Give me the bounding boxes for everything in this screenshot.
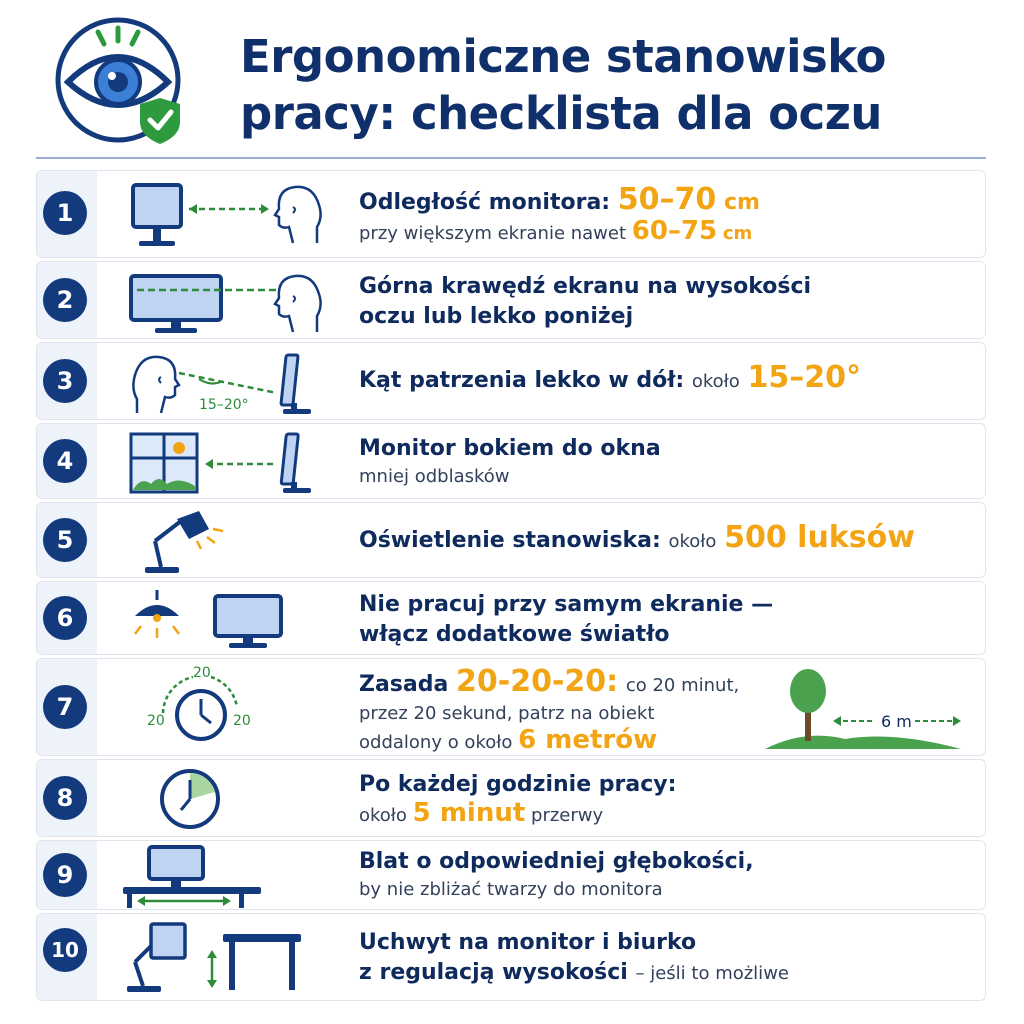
item-number: 3 xyxy=(43,359,87,403)
item-text xyxy=(359,770,676,829)
approx-label: około xyxy=(668,531,717,552)
item-text xyxy=(359,847,754,903)
item-text xyxy=(359,182,760,247)
item-text xyxy=(359,590,773,650)
screen-height-icon xyxy=(127,266,327,336)
angle-label: 15–20° xyxy=(199,397,249,413)
item-number: 10 xyxy=(43,928,87,972)
checklist-item-8 xyxy=(36,759,986,837)
rule-interval: co 20 minut, xyxy=(625,675,740,696)
item-subtitle: mniej odblasków xyxy=(359,466,510,487)
item-title: Zasada xyxy=(359,672,449,697)
item-text xyxy=(359,434,661,490)
tree-icon xyxy=(765,663,965,753)
item-text xyxy=(359,928,789,989)
item-subtitle-line-3: oddalony o około xyxy=(359,732,513,753)
item-text xyxy=(359,520,915,557)
checklist-item-9 xyxy=(36,840,986,910)
item-number: 2 xyxy=(43,278,87,322)
distance-value: 50–70 xyxy=(617,182,717,217)
eye-check-icon xyxy=(50,10,200,150)
rule-value: 20-20-20: xyxy=(456,664,619,699)
title-divider xyxy=(36,157,986,159)
checklist-item-7 xyxy=(36,658,986,756)
distance-unit: cm xyxy=(723,190,760,215)
item-title: Kąt patrzenia lekko w dół: xyxy=(359,368,685,393)
approx-label: około xyxy=(691,371,740,392)
item-title-line-2: oczu lub lekko poniżej xyxy=(359,304,634,329)
clock-break-icon xyxy=(155,764,225,834)
item-text xyxy=(359,360,861,397)
item-number: 5 xyxy=(43,518,87,562)
item-subtitle: przy większym ekranie nawet xyxy=(359,223,627,244)
header xyxy=(0,0,1024,160)
window-side-icon xyxy=(127,428,327,496)
item-number: 9 xyxy=(43,853,87,897)
distance-large-value: 60–75 xyxy=(631,216,718,246)
break-label: przerwy xyxy=(531,805,604,826)
item-title: Nie pracuj przy samym ekranie — xyxy=(359,592,774,617)
lux-value: 500 luksów xyxy=(724,520,915,555)
item-title: Oświetlenie stanowiska: xyxy=(359,528,661,553)
item-title: Po każdej godzinie pracy: xyxy=(359,772,677,797)
item-title: Odległość monitora: xyxy=(359,190,611,215)
monitor-arm-desk-icon xyxy=(117,918,317,998)
item-title: Blat o odpowiedniej głębokości, xyxy=(359,849,754,874)
checklist-item-1 xyxy=(36,170,986,258)
item-number: 7 xyxy=(43,685,87,729)
clock-label-right: 20 xyxy=(233,713,251,729)
checklist-item-6 xyxy=(36,581,986,655)
break-value: 5 minut xyxy=(412,798,526,828)
title-line-1: Ergonomiczne stanowisko xyxy=(240,30,886,83)
item-title: Uchwyt na monitor i biurko xyxy=(359,930,697,955)
clock-20-icon xyxy=(141,663,261,753)
clock-label-left: 20 xyxy=(147,713,165,729)
item-title-line-2: włącz dodatkowe światło xyxy=(359,622,670,647)
desk-lamp-icon xyxy=(137,507,247,575)
checklist-item-4 xyxy=(36,423,986,499)
title-line-2: pracy: checklista dla oczu xyxy=(240,87,882,140)
distance-value: 6 metrów xyxy=(518,725,658,755)
page-title xyxy=(240,28,1000,142)
checklist-item-5 xyxy=(36,502,986,578)
item-number: 6 xyxy=(43,596,87,640)
distance-large-unit: cm xyxy=(722,223,753,244)
checklist-item-10 xyxy=(36,913,986,1001)
item-number: 4 xyxy=(43,439,87,483)
viewing-angle-icon xyxy=(127,347,327,417)
item-title: Górna krawędź ekranu na wysokości xyxy=(359,274,812,299)
clock-label-top: 20 xyxy=(193,665,211,681)
item-text xyxy=(359,272,811,332)
ceiling-light-icon xyxy=(127,586,327,652)
item-note: – jeśli to możliwe xyxy=(635,963,789,984)
item-title: Monitor bokiem do okna xyxy=(359,436,661,461)
monitor-distance-icon xyxy=(127,177,327,253)
item-title-line-2: z regulacją wysokości xyxy=(359,960,628,985)
checklist-item-3 xyxy=(36,342,986,420)
desk-depth-icon xyxy=(119,843,269,909)
approx-label: około xyxy=(359,805,407,826)
item-subtitle: przez 20 sekund, patrz na obiekt xyxy=(359,703,655,724)
checklist-item-2 xyxy=(36,261,986,339)
item-number: 8 xyxy=(43,776,87,820)
distance-label: 6 m xyxy=(881,712,912,731)
item-subtitle: by nie zbliżać twarzy do monitora xyxy=(359,879,663,900)
angle-value: 15–20° xyxy=(747,360,861,395)
item-text xyxy=(359,664,740,756)
item-number: 1 xyxy=(43,191,87,235)
